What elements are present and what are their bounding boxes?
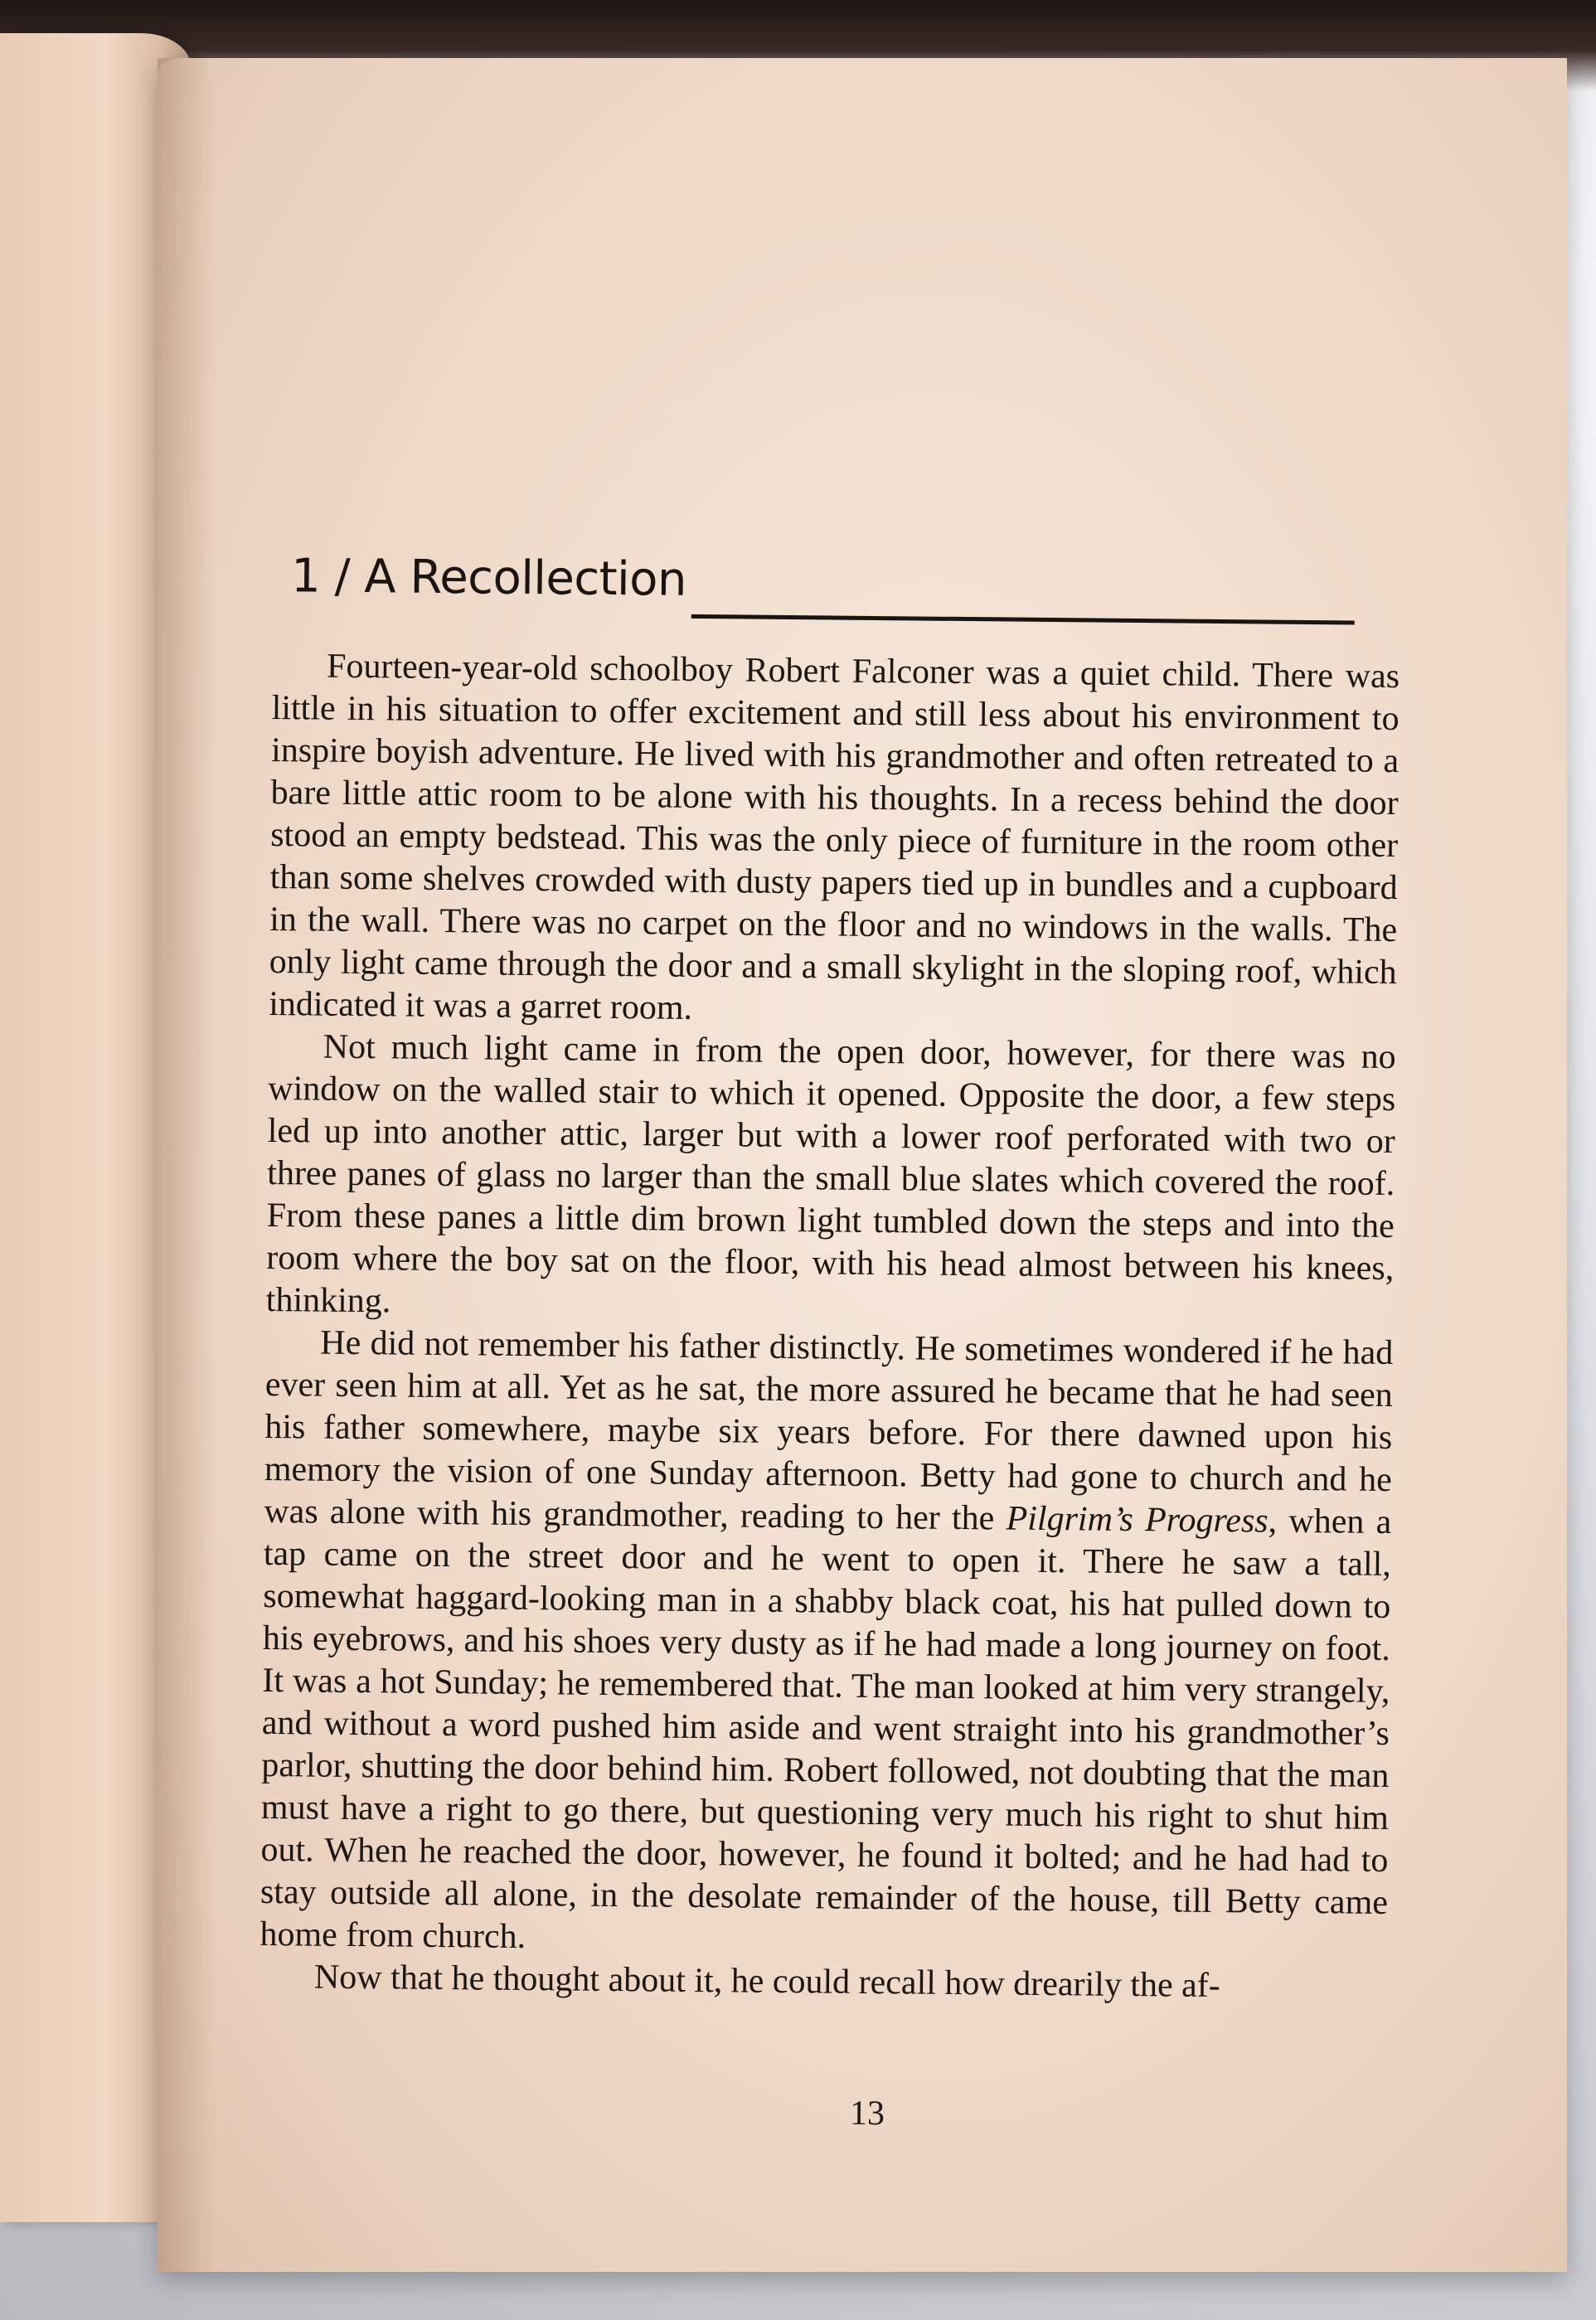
chapter-heading bbox=[273, 506, 1401, 608]
paragraph-3-text-end: , when a tap came on the street door and he went to open it. There he saw a tall, somewhat haggard-looking man in a shabby black coat, his hat pulled down to his eyebrows, and his shoes very dusty as if he had made a long journey on foot. It was a hot Sunday; he remembered that. The man looked at him very strangely, and without a word pushed him aside and went straight into his grandmother’s parlor, shutting the door behind him. Robert followed, not doubting that the man must have a right to go there, but questioning very much his right to shut him out. When he reached the door, however, he found it bolted; and he had had to stay outside all alone, in the desolate remainder of the house, till Betty came home from church. bbox=[260, 1502, 1392, 1956]
paragraph-4: Now that he thought about it, he could recall how drearily the af- bbox=[313, 1958, 1220, 2006]
paragraph-3-text-start: He did not remember his father distinctly. He sometimes wondered if he had ever seen him at all. Yet as he sat, the more assured he became that he had seen his father somewhere, maybe six years before. For there dawned upon his memory the vision of one Sunday afternoon. Betty had gone to church and he was alone with his grandmother, reading to her the bbox=[264, 1323, 1394, 1538]
paragraph-1: Fourteen-year-old schoolboy Robert Falconer was a quiet child. There was little in his situation to offer excitement and still less about his environment to inspire boyish adventure. He lived with his grandmother and often retreated to a bare little attic room to be alone with his thoughts. In a recess behind the door stood an empty bedstead. This was the only piece of furniture in the room other than some shelves crowded with dusty papers tied up in bundles and a cupboard in the wall. There was no carpet on the floor and no windows in the walls. The only light came through the door and a small skylight in the sloping roof, which indicated it was a garret room. bbox=[269, 647, 1400, 1027]
heading-rule bbox=[691, 614, 1355, 625]
book-page bbox=[158, 58, 1567, 2272]
page-number: 13 bbox=[849, 2094, 885, 2133]
book-title-italic: Pilgrim’s Progress bbox=[1006, 1499, 1269, 1541]
text-block bbox=[260, 506, 1401, 2009]
paragraph-3 bbox=[260, 1322, 1393, 1967]
paragraph-2: Not much light came in from the open door, however, for there was no window on the walled stair to which it opened. Opposite the door, a few steps led up into another attic, larger but with a lower roof perforated with two or three panes of glass no larger than the small blue slates which covered the roof. From these panes a little dim brown light tumbled down the steps and into the room where the boy sat on the floor, with his head almost between his knees, thinking. bbox=[265, 1027, 1396, 1321]
chapter-title: 1 / A Recollection bbox=[290, 549, 687, 607]
